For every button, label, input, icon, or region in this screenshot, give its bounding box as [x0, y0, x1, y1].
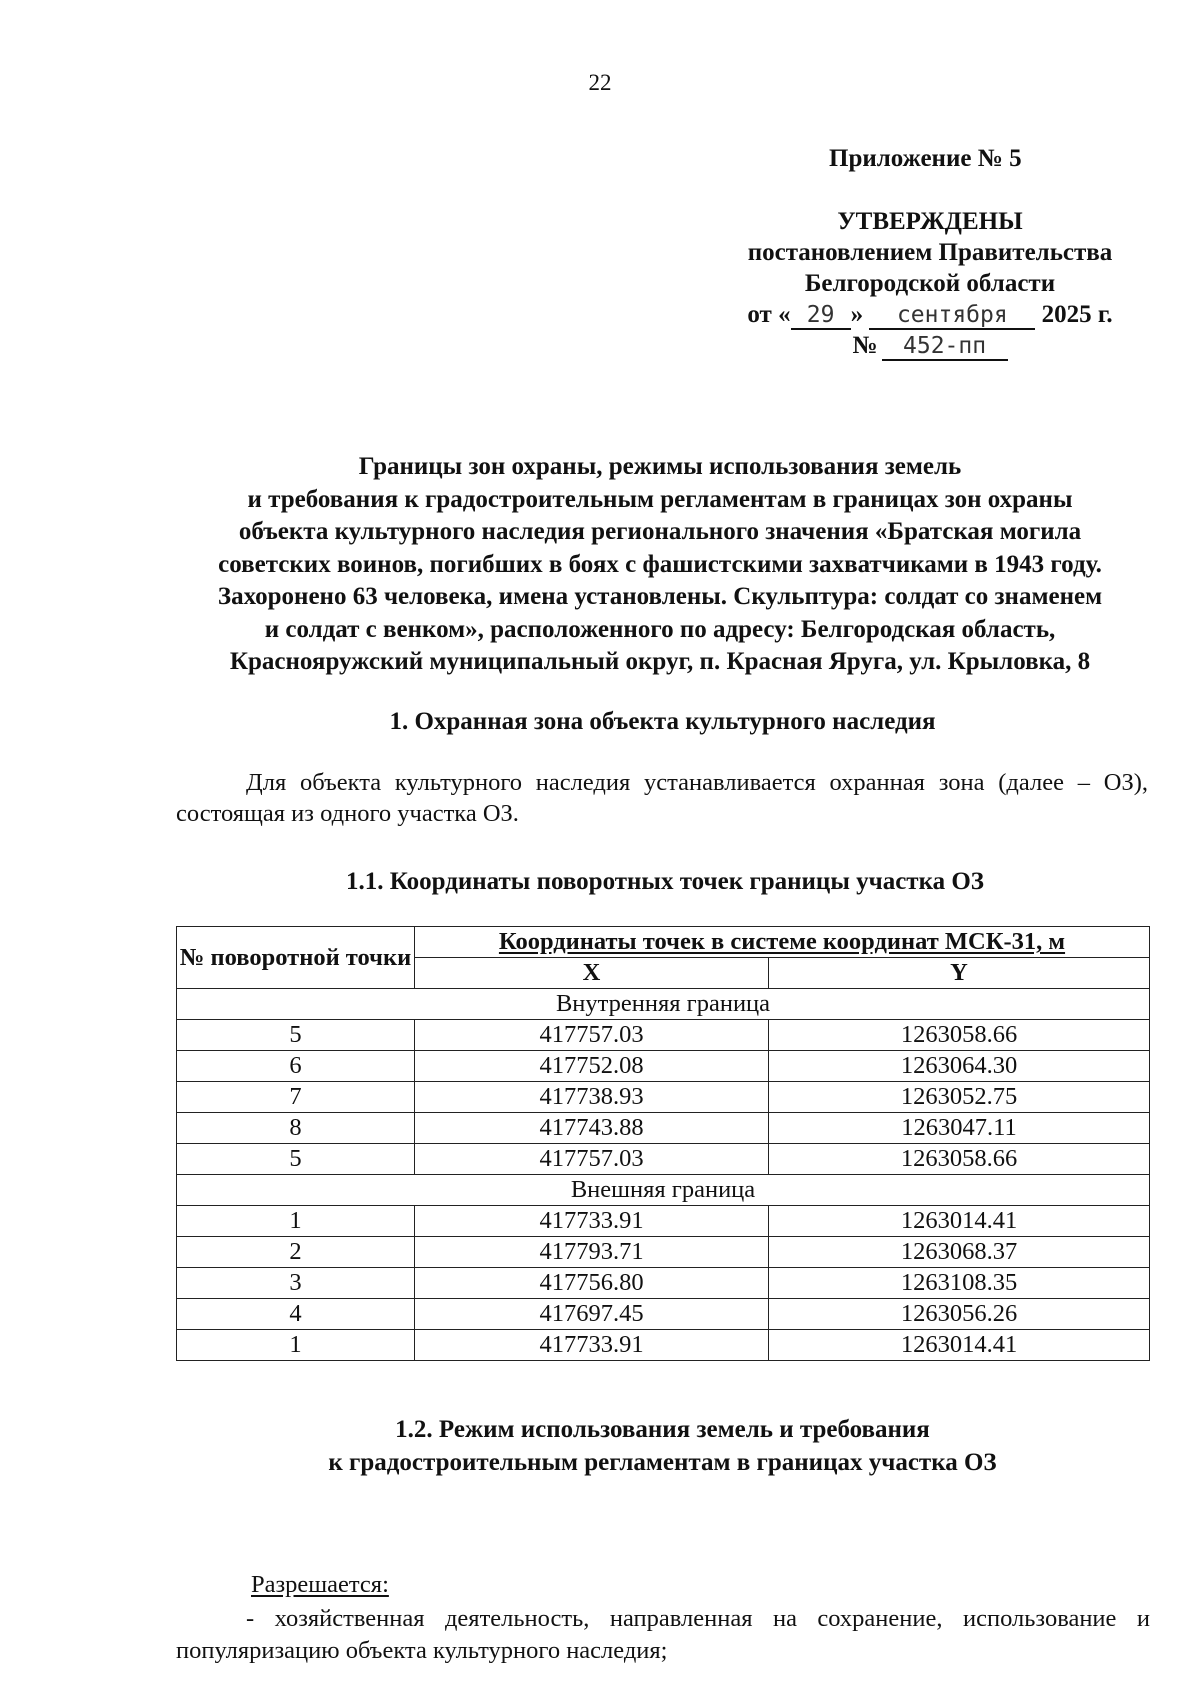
point-number-cell: 7 [177, 1082, 415, 1113]
approval-block [700, 206, 1160, 361]
y-coordinate-cell: 1263014.41 [769, 1206, 1150, 1237]
table-row [177, 1206, 1150, 1237]
x-coordinate-cell: 417697.45 [415, 1299, 769, 1330]
point-number-cell: 1 [177, 1206, 415, 1237]
x-coordinate-cell: 417752.08 [415, 1051, 769, 1082]
section-1-2-heading-line-1: 1.2. Режим использования земель и требования [395, 1416, 930, 1443]
table-header-row [177, 927, 1150, 958]
title-line: Краснояружский муниципальный округ, п. Красная Яруга, ул. Крыловка, 8 [229, 648, 1091, 675]
y-header: Y [769, 958, 1150, 989]
decree-line-2: Белгородской области [804, 270, 1056, 297]
y-coordinate-cell: 1263056.26 [769, 1299, 1150, 1330]
title-line: объекта культурного наследия регионального значения «Братская могила [238, 518, 1082, 545]
decree-year: 2025 г. [1041, 301, 1113, 328]
appendix-label: Приложение № 5 [829, 145, 1022, 172]
point-number-cell: 6 [177, 1051, 415, 1082]
table-row [177, 1330, 1150, 1361]
table-group-row [177, 1175, 1150, 1206]
approved-label: УТВЕРЖДЕНЫ [837, 208, 1023, 235]
decree-line-1: постановлением Правительства [747, 239, 1113, 266]
y-coordinate-cell: 1263014.41 [769, 1330, 1150, 1361]
table-group-row [177, 989, 1150, 1020]
y-coordinate-cell: 1263068.37 [769, 1237, 1150, 1268]
y-coordinate-cell: 1263058.66 [769, 1144, 1150, 1175]
allowed-item: - хозяйственная деятельность, направленная на сохранение, использование и популяризацию объекта культурного наследия; [176, 1605, 1150, 1664]
point-number-cell: 8 [177, 1113, 415, 1144]
number-prefix: № [852, 332, 878, 359]
table-row [177, 1020, 1150, 1051]
y-coordinate-cell: 1263047.11 [769, 1113, 1150, 1144]
point-number-cell: 4 [177, 1299, 415, 1330]
point-number-cell: 1 [177, 1330, 415, 1361]
y-coordinate-cell: 1263052.75 [769, 1082, 1150, 1113]
title-line: и солдат с венком», расположенного по адресу: Белгородская область, [264, 615, 1056, 643]
point-number-cell: 2 [177, 1237, 415, 1268]
x-coordinate-cell: 417793.71 [415, 1237, 769, 1268]
section-1-2-heading [0, 1413, 1200, 1479]
document-title [170, 451, 1150, 679]
table-row [177, 1082, 1150, 1113]
y-coordinate-cell: 1263064.30 [769, 1051, 1150, 1082]
point-number-cell: 5 [177, 1020, 415, 1051]
coordinates-header [415, 927, 1150, 958]
x-coordinate-cell: 417733.91 [415, 1330, 769, 1361]
title-line: Границы зон охраны, режимы использования земель [358, 453, 962, 480]
section-1-intro: Для объекта культурного наследия устанавливается охранная зона (далее – ОЗ), состоящая из одного участка ОЗ. [176, 769, 1148, 827]
decree-number [700, 330, 1160, 361]
date-prefix: от « [747, 301, 791, 328]
table-row [177, 1237, 1150, 1268]
x-coordinate-cell: 417738.93 [415, 1082, 769, 1113]
table-row [177, 1051, 1150, 1082]
point-number-header: № поворотной точки [177, 927, 415, 989]
title-line: и требования к градостроительным регламентам в границах зон охраны [247, 485, 1073, 513]
allowed-label: Разрешается: [251, 1571, 389, 1598]
decree-date [700, 299, 1160, 330]
section-1-heading: 1. Охранная зона объекта культурного наследия [389, 708, 936, 735]
y-coordinate-cell: 1263058.66 [769, 1020, 1150, 1051]
coordinates-table [176, 926, 1150, 1361]
x-header: X [415, 958, 769, 989]
coordinates-table-body [177, 989, 1150, 1361]
table-row [177, 1299, 1150, 1330]
x-coordinate-cell: 417733.91 [415, 1206, 769, 1237]
table-row [177, 1144, 1150, 1175]
decree-month: сентября [869, 303, 1035, 330]
page-number: 22 [588, 70, 612, 95]
section-1-1-heading: 1.1. Координаты поворотных точек границы участка ОЗ [346, 868, 984, 895]
section-1-2-heading-line-2: к градостроительным регламентам в границах участка ОЗ [328, 1449, 997, 1476]
x-coordinate-cell: 417757.03 [415, 1144, 769, 1175]
x-coordinate-cell: 417756.80 [415, 1268, 769, 1299]
point-number-cell: 3 [177, 1268, 415, 1299]
table-row [177, 1113, 1150, 1144]
group-name: Внутренняя граница [177, 989, 1150, 1020]
coordinates-header-text: Координаты точек в системе координат МСК-31, м [498, 928, 1066, 955]
decree-number-value: 452-пп [882, 334, 1008, 361]
date-mid: » [850, 301, 864, 328]
title-line: советских воинов, погибших в боях с фашистскими захватчиками в 1943 году. [218, 550, 1102, 578]
group-name: Внешняя граница [177, 1175, 1150, 1206]
table-row [177, 1268, 1150, 1299]
title-line: Захоронено 63 человека, имена установлены. Скульптура: солдат со знаменем [217, 583, 1103, 610]
x-coordinate-cell: 417757.03 [415, 1020, 769, 1051]
y-coordinate-cell: 1263108.35 [769, 1268, 1150, 1299]
point-number-cell: 5 [177, 1144, 415, 1175]
decree-day: 29 [791, 303, 851, 330]
x-coordinate-cell: 417743.88 [415, 1113, 769, 1144]
